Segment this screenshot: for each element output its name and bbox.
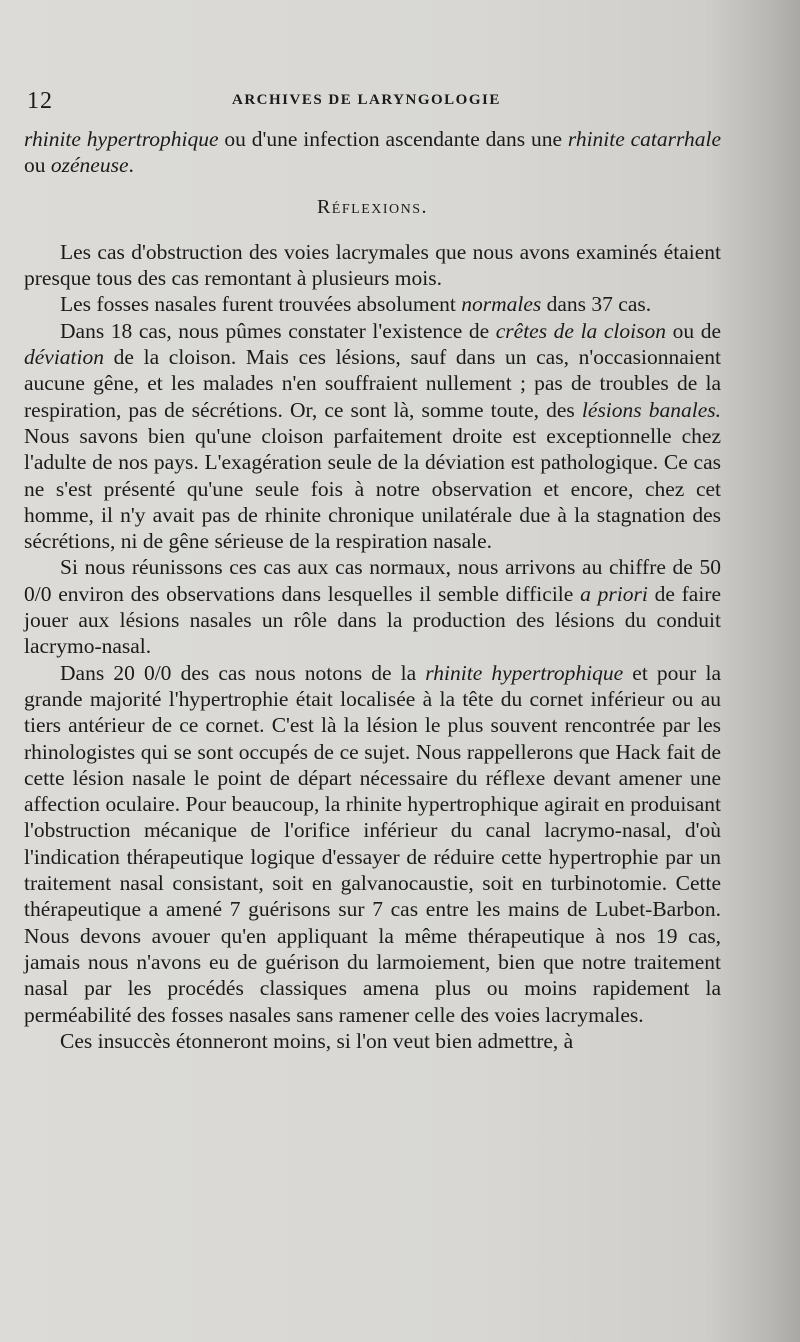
text-run: dans 37 cas.: [541, 292, 652, 317]
paragraph-2: [24, 291, 721, 317]
text-run: .: [128, 153, 134, 178]
section-title: Réflexions.: [316, 195, 429, 218]
paragraph-6: Ces insuccès étonneront moins, si l'on veut bien admettre, à: [60, 1028, 574, 1053]
continuation-paragraph: [24, 126, 721, 179]
italic-term: ozéneuse: [50, 153, 129, 178]
paragraph-1: Les cas d'obstruction des voies lacrymales que nous avons examinés étaient presque tous des cas remontant à plusieurs mois.: [24, 239, 721, 291]
italic-term: crêtes de la cloison: [495, 318, 666, 343]
text-run: de la cloison. Mais ces lésions, sauf dans un cas, n'occasionnaient aucune gêne, et les malades n'en souffraient nullement ; pas de troubles de la respiration, pas de sécrétions. Or, ce sont là, somme toute, des: [24, 345, 721, 422]
paragraph-4: [24, 554, 721, 659]
italic-term: rhinite hypertrophique: [425, 660, 624, 685]
italic-term: lésions banales.: [581, 397, 722, 422]
text-run: ou d'une infection ascendante dans une: [218, 127, 568, 151]
text-run: Nous savons bien qu'une cloison parfaitement droite est exceptionnelle chez l'adulte de nos pays. L'exagération seule de la déviation est pathologique. Ce cas ne s'est présenté qu'une seule fois à notre observation et encore, chez cet homme, il n'y avait pas de rhinite chronique unilatérale due à la stagnation des sécrétions, ni de gêne sérieuse de la respiration nasale.: [24, 423, 721, 554]
text-run: Dans 18 cas, nous pûmes constater l'existence de: [60, 318, 496, 343]
running-head: ARCHIVES DE LARYNGOLOGIE: [232, 92, 501, 108]
paragraph-5: [24, 660, 721, 1028]
text-run: Les fosses nasales furent trouvées absolument: [60, 292, 462, 317]
paragraph-3: [24, 318, 721, 555]
page-body: [24, 126, 721, 1054]
page-header: [27, 88, 727, 116]
page-number: 12: [27, 88, 53, 114]
italic-term: rhinite hypertrophique: [24, 127, 219, 151]
italic-term: a priori: [580, 581, 648, 606]
text-run: Si nous réunissons ces cas aux cas normaux, nous arrivons au chiffre de 50 0/0 environ des observations dans lesquelles il semble difficile: [24, 555, 721, 606]
italic-term: normales: [461, 292, 542, 317]
text-run: ou: [24, 153, 51, 178]
text-run: Dans 20 0/0 des cas nous notons de la: [60, 660, 426, 685]
text-run: de faire jouer aux lésions nasales un rôle dans la production des lésions du conduit lacrymo-nasal.: [24, 581, 722, 659]
italic-term: déviation: [24, 345, 105, 370]
text-run: ou de: [666, 318, 721, 343]
text-run: et pour la grande majorité l'hypertrophie était localisée à la tête du cornet inférieur ou au tiers antérieur de ce cornet. C'est là la lésion le plus souvent rencontrée par les rhinologistes qui se sont occupés de ce sujet. Nous rappellerons que Hack fait de cette lésion nasale le point de départ nécessaire du réflexe devant amener une affection oculaire. Pour beaucoup, la rhinite hypertrophique agirait en produisant l'obstruction mécanique de l'orifice inférieur du canal lacrymo-nasal, d'où l'indication thérapeutique logique d'essayer de réduire cette hypertrophie par un traitement nasal consistant, soit en galvanocaustie, soit en turbinotomie. Cette thérapeutique a amené 7 guérisons sur 7 cas entre les mains de Lubet-Barbon. Nous devons avouer qu'en appliquant la même thérapeutique à nos 19 cas, jamais nous n'avons eu de guérison du larmoiement, bien que notre traitement nasal par les procédés classiques amena plus ou moins rapidement la perméabilité des fosses nasales sans ramener celle des voies lacrymales.: [24, 660, 721, 1027]
italic-term: rhinite catarrhale: [567, 127, 722, 151]
